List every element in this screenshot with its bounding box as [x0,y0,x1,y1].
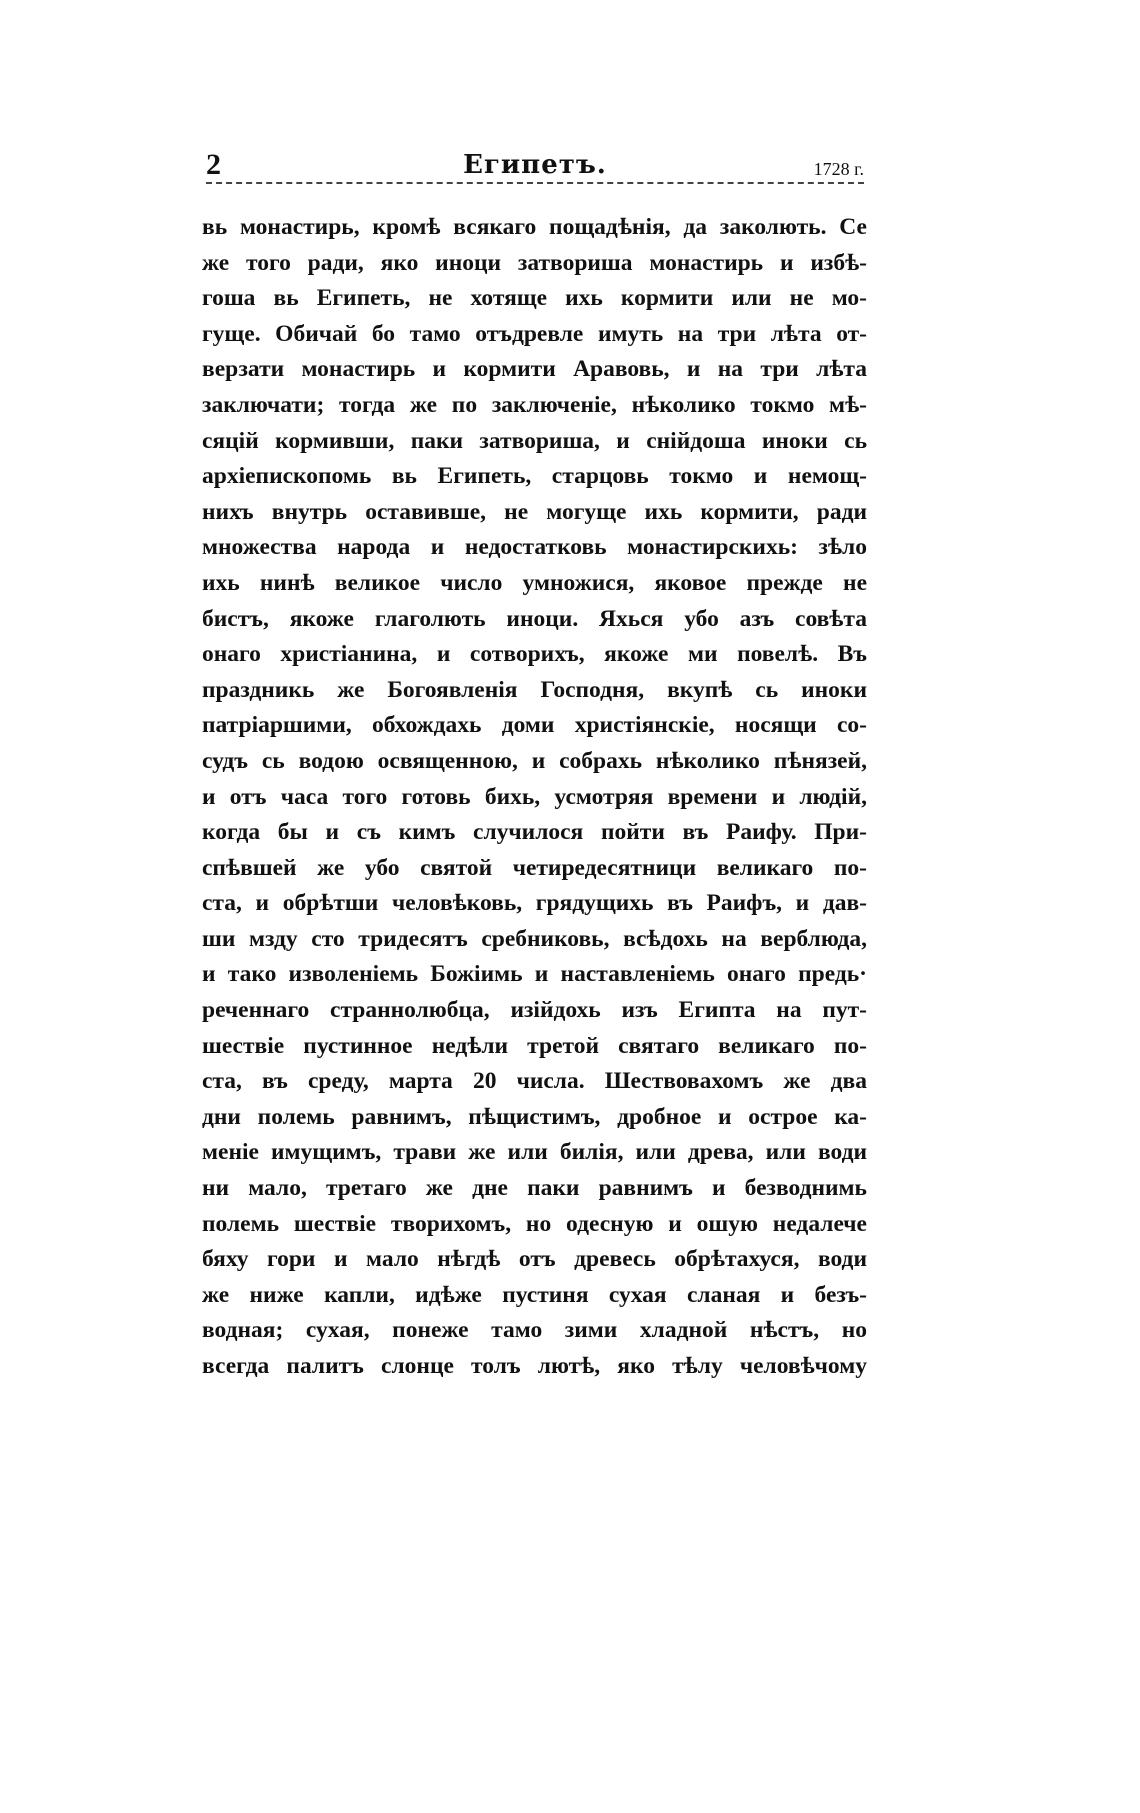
text-line: же ниже капли, идѣже пустиня сухая сланая и безъ- [202,1281,867,1308]
text-line: и тако изволеніемь Божіимь и наставленіемь онаго предь· [202,961,867,988]
text-line: ста, въ среду, марта 20 числа. Шествовахомъ же два [202,1068,867,1095]
text-line: всегда палитъ слонце толъ лютѣ, яко тѣлу человѣчому [202,1353,867,1379]
text-line: гоша вь Египеть, не хотяще ихь кормити или не мо- [202,285,867,312]
text-line: заключати; тогда же по заключеніе, нѣколико токмо мѣ- [202,391,867,418]
text-line: судъ сь водою освященною, и собрахь нѣколико пѣнязей, [202,747,867,774]
text-line: когда бы и съ кимъ случилося пойти въ Раифу. При- [202,819,867,846]
header-rule [206,182,864,184]
text-line: архіепископомь вь Египеть, старцовь токмо и немощ- [202,463,867,490]
text-line: ни мало, третаго же дне паки равнимъ и безводнимь [202,1175,867,1202]
text-line: верзати монастирь и кормити Аравовь, и на три лѣта [202,356,867,383]
text-line: спѣвшей же убо святой четиредесятници великаго по- [202,854,867,881]
text-line: онаго христіанина, и сотворихъ, якоже ми повелѣ. Въ [202,641,867,668]
text-line: ихь нинѣ великое число умножися, яковое прежде не [202,569,867,596]
text-line: реченнаго страннолюбца, изійдохь изъ Египта на пут- [202,997,867,1024]
text-line: ста, и обрѣтши человѣковь, грядущихь въ Раифъ, и дав- [202,890,867,917]
year-label: 1728 г. [813,159,864,179]
running-head [206,150,864,190]
text-line: нихъ внутрь оставивше, не могуще ихь кормити, ради [202,498,867,525]
text-line: бяху гори и мало нѣгдѣ отъ древесь обрѣтахуся, води [202,1246,867,1273]
text-line: ши мзду сто тридесятъ сребниковь, всѣдохь на верблюда, [202,925,867,952]
text-line: дни полемь равнимъ, пѣщистимъ, дробное и острое ка- [202,1103,867,1130]
text-line: сяцій кормивши, паки затвориша, и снійдоша иноки сь [202,427,867,454]
text-line: праздникь же Богоявленія Господня, вкупѣ сь иноки [202,676,867,703]
text-line: меніе имущимъ, трави же или билія, или древа, или води [202,1139,867,1166]
text-line: шествіе пустинное недѣли третой святаго великаго по- [202,1032,867,1059]
section-title: Египетъ. [463,150,607,180]
text-line: и отъ часа того готовь бихь, усмотряя времени и людій, [202,783,867,810]
text-line: множества народа и недостатковь монастирскихь: зѣло [202,534,867,561]
text-line: вь монастирь, кромѣ всякаго пощадѣнія, да заколють. Се [202,214,867,240]
text-line: же того ради, яко иноци затвориша монастирь и избѣ- [202,249,867,276]
page-number: 2 [206,148,221,181]
text-line: полемь шествіе творихомъ, но одесную и ошую недалече [202,1210,867,1237]
body-text [202,210,867,1385]
text-line: бистъ, якоже глаголють иноци. Яхься убо азъ совѣта [202,605,867,632]
text-line: водная; сухая, понеже тамо зими хладной нѣстъ, но [202,1317,867,1344]
text-line: гуще. Обичай бо тамо отъдревле имуть на три лѣта от- [202,320,867,347]
text-line: патріаршими, обхождахь доми христіянскіе, носящи со- [202,712,867,739]
